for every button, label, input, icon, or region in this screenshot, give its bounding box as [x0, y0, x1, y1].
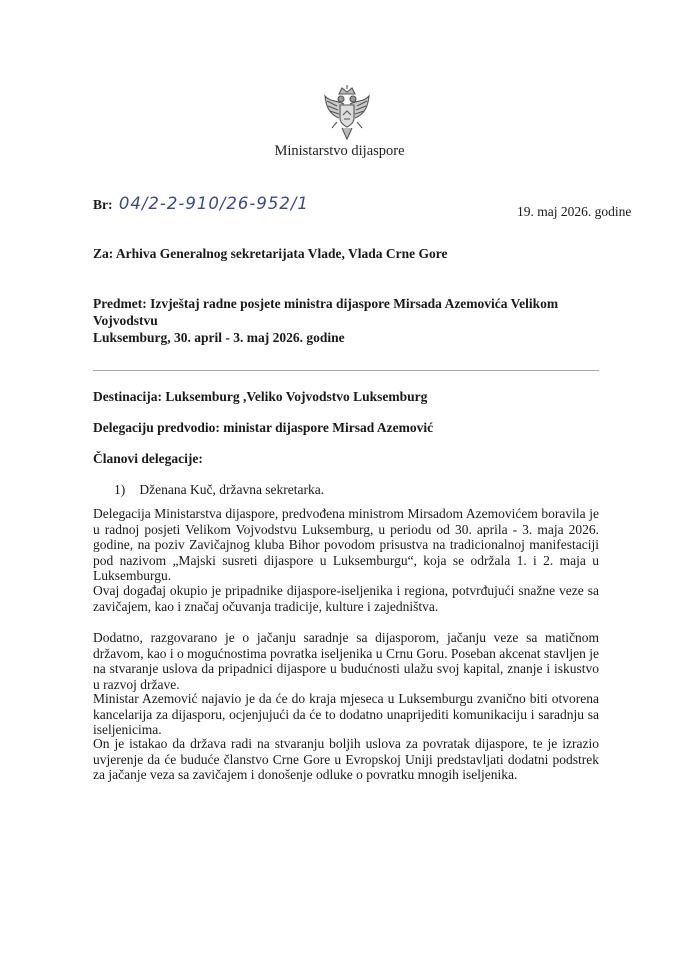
list-item-text: Dženana Kuč, državna sekretarka.: [139, 482, 325, 497]
divider: [93, 370, 599, 371]
body-paragraph: Dodatno, razgovarano je o jačanju saradnje sa dijasporom, jačanju veze sa matičnom državom, kao i o mogućnostima povratka iseljenika u Crnu Goru. Poseban akcenat stavljen je na stvaranje uslova da pripadnici dijaspore u budućnosti ulažu svoj kapital, znanje i iskustvo u razvoj države.: [93, 630, 599, 692]
body-paragraph: Ministar Azemović najavio je da će do kraja mjeseca u Luksemburgu zvanično biti otvorena kancelarija za dijasporu, ocjenjujući da će to dodatno unaprijediti komunikaciju i saradnju sa iseljenicima.: [93, 691, 599, 738]
body-paragraph: On je istakao da država radi na stvaranju boljih uslova za povratak dijaspore, te je izrazio uvjerenje da će buduće članstvo Crne Gore u Evropskoj Uniji predstavljati dodatni podstrek za jačanje veza sa zavičajem i donošenje odluke o povratku mnogih iseljenika.: [93, 736, 599, 783]
list-item-number: 1): [114, 482, 126, 497]
subject: [93, 295, 613, 346]
handwritten-reference-number: 04/2-2-910/26-952/1: [118, 194, 309, 213]
montenegro-coat-of-arms-icon: [322, 84, 372, 142]
recipient: Za: Arhiva Generalnog sekretarijata Vlade, Vlada Crne Gore: [93, 246, 448, 261]
document-date: 19. maj 2026. godine: [517, 204, 632, 219]
subject-line-2: Luksemburg, 30. april - 3. maj 2026. godine: [93, 330, 345, 345]
list-item: [114, 482, 324, 498]
reference-label: Br:: [93, 197, 113, 212]
subject-line-1: Predmet: Izvještaj radne posjete ministra dijaspore Mirsada Azemovića Velikom Vojvodstvu: [93, 296, 559, 328]
body-paragraph: Ovaj događaj okupio je pripadnike dijaspore-iseljenika i regiona, potvrđujući snažne veze sa zavičajem, kao i značaj očuvanja tradicije, kulture i zajedništva.: [93, 583, 599, 614]
delegation-lead: Delegaciju predvodio: ministar dijaspore Mirsad Azemović: [93, 420, 434, 435]
destination: Destinacija: Luksemburg ,Veliko Vojvodstvo Luksemburg: [93, 389, 428, 404]
reference-number: [93, 194, 309, 213]
body-paragraph: Delegacija Ministarstva dijaspore, predvođena ministrom Mirsadom Azemovićem boravila je u radnoj posjeti Velikom Vojvodstvu Luksemburg, u periodu od 30. aprila - 3. maja 2026. godine, na poziv Zavičajnog kluba Bihor povodom prisustva na tradicionalnoj manifestaciji pod nazivom „Majski susreti dijaspore u Luksemburgu“, koja se održala 1. i 2. maja u Luksemburgu.: [93, 506, 599, 584]
ministry-name: Ministarstvo dijaspore: [274, 143, 405, 159]
members-heading: Članovi delegacije:: [93, 451, 203, 466]
